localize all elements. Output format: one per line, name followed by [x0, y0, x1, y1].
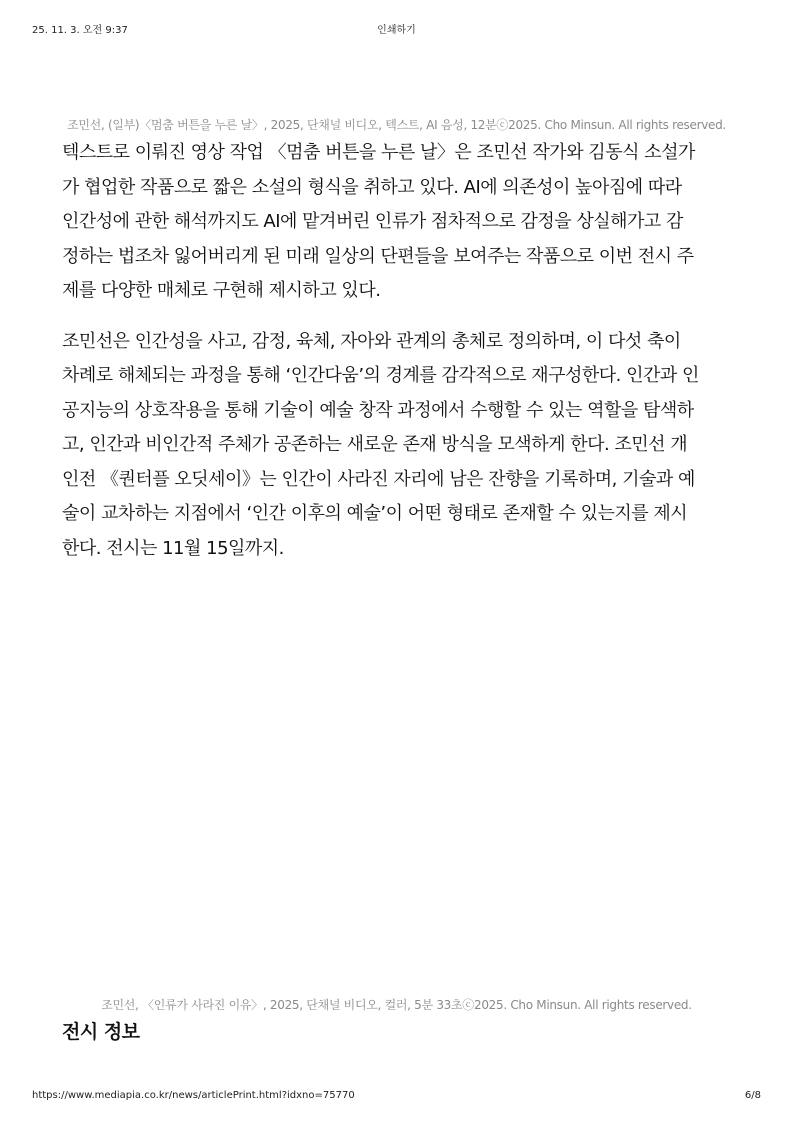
paragraph-line: 차례로 해체되는 과정을 통해 ‘인간다움’의 경계를 감각적으로 재구성한다. 인간과 인	[62, 365, 699, 386]
paragraph-1	[62, 136, 742, 309]
paragraph-line: 가 협업한 작품으로 짧은 소설의 형식을 취하고 있다. AI에 의존성이 높아짐에 따라	[62, 176, 682, 198]
print-title: 인쇄하기	[377, 25, 416, 36]
paragraph-line: 정하는 법조차 잃어버리게 된 미래 일상의 단편들을 보여주는 작품으로 이번 전시 주	[62, 245, 694, 267]
paragraph-line: 조민선은 인간성을 사고, 감정, 육체, 자아와 관계의 총체로 정의하며, 이 다섯 축이	[62, 330, 681, 352]
paragraph-2	[62, 325, 742, 567]
section-heading-exhibition-info: 전시 정보	[62, 1021, 140, 1043]
paragraph-line: 제를 다양한 매체로 구현해 제시하고 있다.	[62, 280, 381, 301]
article-body	[62, 136, 742, 566]
paragraph-line: 술이 교차하는 지점에서 ‘인간 이후의 예술’이 어떤 형태로 존재할 수 있는지를 제시	[62, 503, 688, 524]
image-caption-1: 조민선, (일부)〈멈춤 버튼을 누른 날〉, 2025, 단채널 비디오, 텍스트, AI 음성, 12분ⓒ2025. Cho Minsun. All rights reserved.	[67, 118, 726, 132]
page-number: 6/8	[744, 1090, 761, 1101]
paragraph-line: 고, 인간과 비인간적 주체가 공존하는 새로운 존재 방식을 모색하게 한다. 조민선 개	[62, 434, 688, 455]
paragraph-line: 한다. 전시는 11월 15일까지.	[62, 537, 284, 559]
paragraph-line: 텍스트로 이뤄진 영상 작업 〈멈춤 버튼을 누른 날〉은 조민선 작가와 김동식 소설가	[62, 142, 695, 163]
paragraph-line: 인간성에 관한 해석까지도 AI에 맡겨버린 인류가 점차적으로 감정을 상실해가고 감	[62, 211, 683, 232]
image-caption-2: 조민선, 〈인류가 사라진 이유〉, 2025, 단채널 비디오, 컬러, 5분 33초ⓒ2025. Cho Minsun. All rights reserved.	[101, 998, 692, 1012]
paragraph-line: 공지능의 상호작용을 통해 기술이 예술 창작 과정에서 수행할 수 있는 역할을 탐색하	[62, 399, 694, 421]
print-datetime: 25. 11. 3. 오전 9:37	[32, 25, 128, 36]
paragraph-line: 인전 《퀀터플 오딧세이》는 인간이 사라진 자리에 남은 잔향을 기록하며, 기술과 예	[62, 468, 695, 490]
print-url: https://www.mediapia.co.kr/news/articlePrint.html?idxno=75770	[32, 1090, 355, 1101]
